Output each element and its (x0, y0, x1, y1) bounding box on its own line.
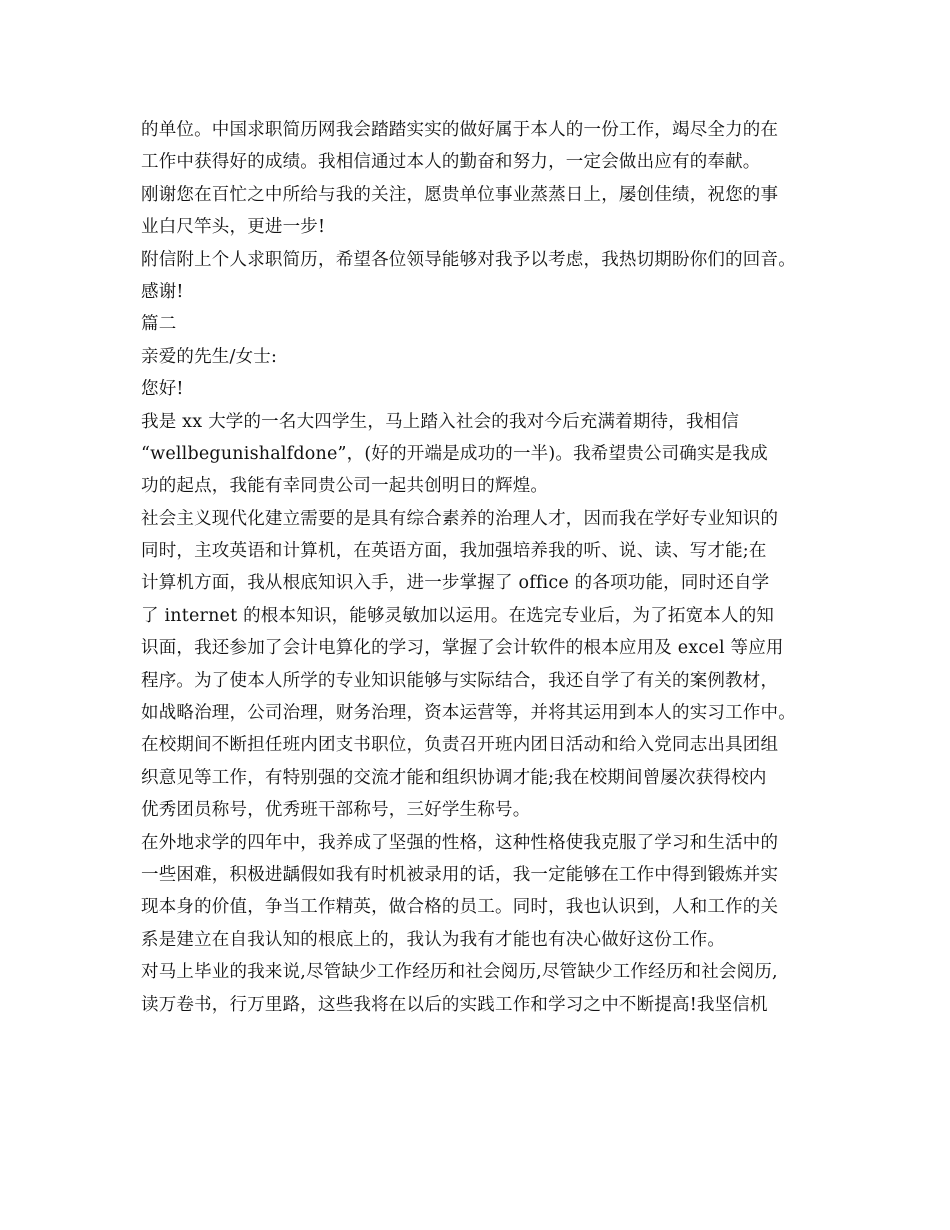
text-line: 附信附上个人求职简历，希望各位领导能够对我予以考虑，我热切期盼你们的回音。 (141, 249, 796, 270)
text-line: 计算机方面，我从根底知识入手，进一步掌握了 office 的各项功能，同时还自学 (141, 573, 770, 594)
text-line: 在校期间不断担任班内团支书职位，负责召开班内团日活动和给入党同志出具团组 (141, 735, 779, 756)
text-line: 我是 xx 大学的一名大四学生，马上踏入社会的我对今后充满着期待，我相信 (141, 411, 740, 432)
text-line: 刚谢您在百忙之中所给与我的关注，愿贵单位事业蒸蒸日上，屡创佳绩，祝您的事 (141, 184, 779, 205)
text-line: 系是建立在自我认知的根底上的，我认为我有才能也有决心做好这份工作。 (141, 929, 726, 950)
text-line: 一些困难，积极进龋假如我有时机被录用的话，我一定能够在工作中得到锻炼并实 (141, 864, 779, 885)
text-line: 优秀团员称号，优秀班干部称号，三好学生称号。 (141, 800, 531, 821)
salutation: 亲爱的先生/女士: (141, 346, 278, 367)
text-line: 对马上毕业的我来说,尽管缺少工作经历和社会阅历,尽管缺少工作经历和社会阅历, (141, 962, 778, 983)
text-line: 读万卷书，行万里路，这些我将在以后的实践工作和学习之中不断提高!我坚信机 (141, 994, 768, 1015)
text-line: 如战略治理，公司治理，财务治理，资本运营等，并将其运用到本人的实习工作中。 (141, 703, 796, 724)
text-line: 在外地求学的四年中，我养成了坚强的性格，这种性格使我克服了学习和生活中的 (141, 832, 779, 853)
text-line: 的单位。中国求职简历网我会踏踏实实的做好属于本人的一份工作，竭尽全力的在 (141, 120, 779, 140)
text-line: “wellbegunishalfdone”，(好的开端是成功的一半)。我希望贵公司确实是我成 (141, 443, 768, 464)
text-line: 现本身的价值，争当工作精英，做合格的员工。同时，我也认识到，人和工作的关 (141, 897, 779, 918)
text-line: 感谢! (141, 281, 184, 302)
text-line: 同时，主攻英语和计算机，在英语方面，我加强培养我的听、说、读、写才能;在 (141, 541, 767, 562)
text-line: 识面，我还参加了会计电算化的学习，掌握了会计软件的根本应用及 excel 等应用 (141, 638, 784, 659)
text-line: 织意见等工作，有特别强的交流才能和组织协调才能;我在校期间曾屡次获得校内 (141, 767, 767, 788)
greeting: 您好! (141, 379, 184, 400)
text-line: 业白尺竿头，更进一步! (141, 217, 326, 238)
text-line: 程序。为了使本人所学的专业知识能够与实际结合，我还自学了有关的案例教材， (141, 670, 779, 691)
document-body (141, 114, 831, 1021)
text-line: 社会主义现代化建立需要的是具有综合素养的治理人才，因而我在学好专业知识的 (141, 508, 779, 529)
section-heading: 篇二 (141, 314, 177, 335)
text-line: 工作中获得好的成绩。我相信通过本人的勤奋和努力，一定会做出应有的奉献。 (141, 152, 761, 173)
text-line: 了 internet 的根本知识，能够灵敏加以运用。在选完专业后，为了拓宽本人的知 (141, 605, 775, 626)
text-line: 功的起点，我能有幸同贵公司一起共创明日的辉煌。 (141, 476, 549, 497)
